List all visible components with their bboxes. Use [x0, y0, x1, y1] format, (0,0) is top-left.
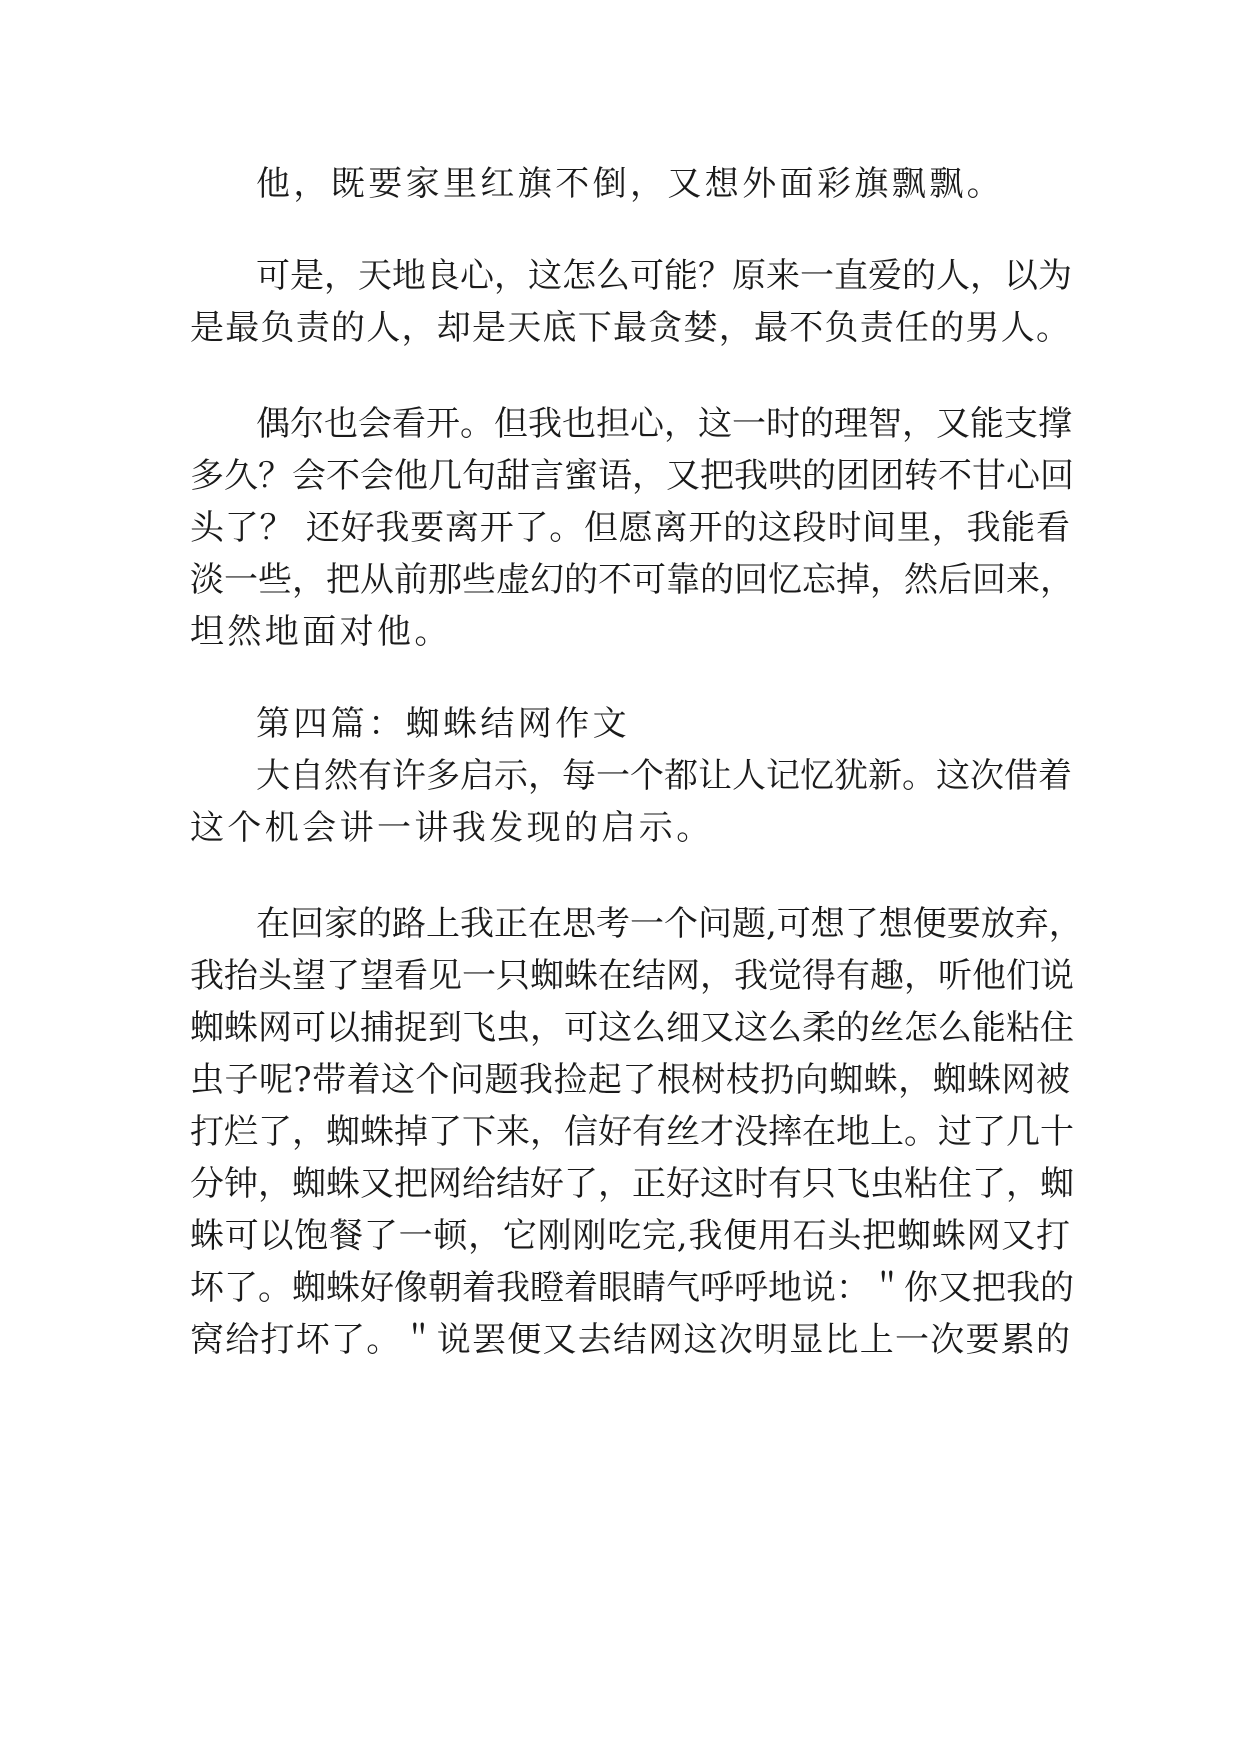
- paragraph-4-line-1: 大自然有许多启示，每一个都让人记忆犹新。这次借着: [256, 756, 1072, 796]
- paragraph-5-line-3: 蜘蛛网可以捕捉到飞虫，可这么细又这么柔的丝怎么能粘住: [190, 1008, 1074, 1048]
- paragraph-5-line-8: 坏了。蜘蛛好像朝着我瞪着眼睛气呼呼地说：＂你又把我的: [190, 1268, 1074, 1308]
- paragraph-2-line-1: 可是，天地良心，这怎么可能？原来一直爱的人，以为: [256, 256, 1072, 296]
- paragraph-5-line-1: 在回家的路上我正在思考一个问题,可想了想便要放弃，: [256, 904, 1083, 944]
- paragraph-1-line-1: 他，既要家里红旗不倒，又想外面彩旗飘飘。: [256, 164, 1004, 204]
- paragraph-3-line-4: 淡一些，把从前那些虚幻的不可靠的回忆忘掉，然后回来，: [190, 560, 1074, 600]
- section-heading: 第四篇：蜘蛛结网作文: [256, 704, 630, 744]
- paragraph-2-line-2: 是最负责的人，却是天底下最贪婪，最不负责任的男人。: [190, 308, 1070, 348]
- paragraph-3-line-2: 多久？会不会他几句甜言蜜语，又把我哄的团团转不甘心回: [190, 456, 1074, 496]
- paragraph-3-line-5: 坦然地面对他。: [190, 612, 452, 652]
- paragraph-4-line-2: 这个机会讲一讲我发现的启示。: [190, 808, 714, 848]
- paragraph-3-line-3: 头了？ 还好我要离开了。但愿离开的这段时间里，我能看: [190, 508, 1070, 548]
- paragraph-5-line-4: 虫子呢?带着这个问题我捡起了根树枝扔向蜘蛛，蜘蛛网被: [190, 1060, 1070, 1100]
- paragraph-5-line-9: 窝给打坏了。＂说罢便又去结网这次明显比上一次要累的: [190, 1320, 1070, 1360]
- paragraph-5-line-7: 蛛可以饱餐了一顿，它刚刚吃完,我便用石头把蜘蛛网又打: [190, 1216, 1070, 1256]
- paragraph-5-line-5: 打烂了，蜘蛛掉了下来，信好有丝才没摔在地上。过了几十: [190, 1112, 1074, 1152]
- paragraph-5-line-6: 分钟，蜘蛛又把网给结好了，正好这时有只飞虫粘住了，蜘: [190, 1164, 1074, 1204]
- paragraph-5-line-2: 我抬头望了望看见一只蜘蛛在结网，我觉得有趣，听他们说: [190, 956, 1074, 996]
- paragraph-3-line-1: 偶尔也会看开。但我也担心，这一时的理智，又能支撑: [256, 404, 1072, 444]
